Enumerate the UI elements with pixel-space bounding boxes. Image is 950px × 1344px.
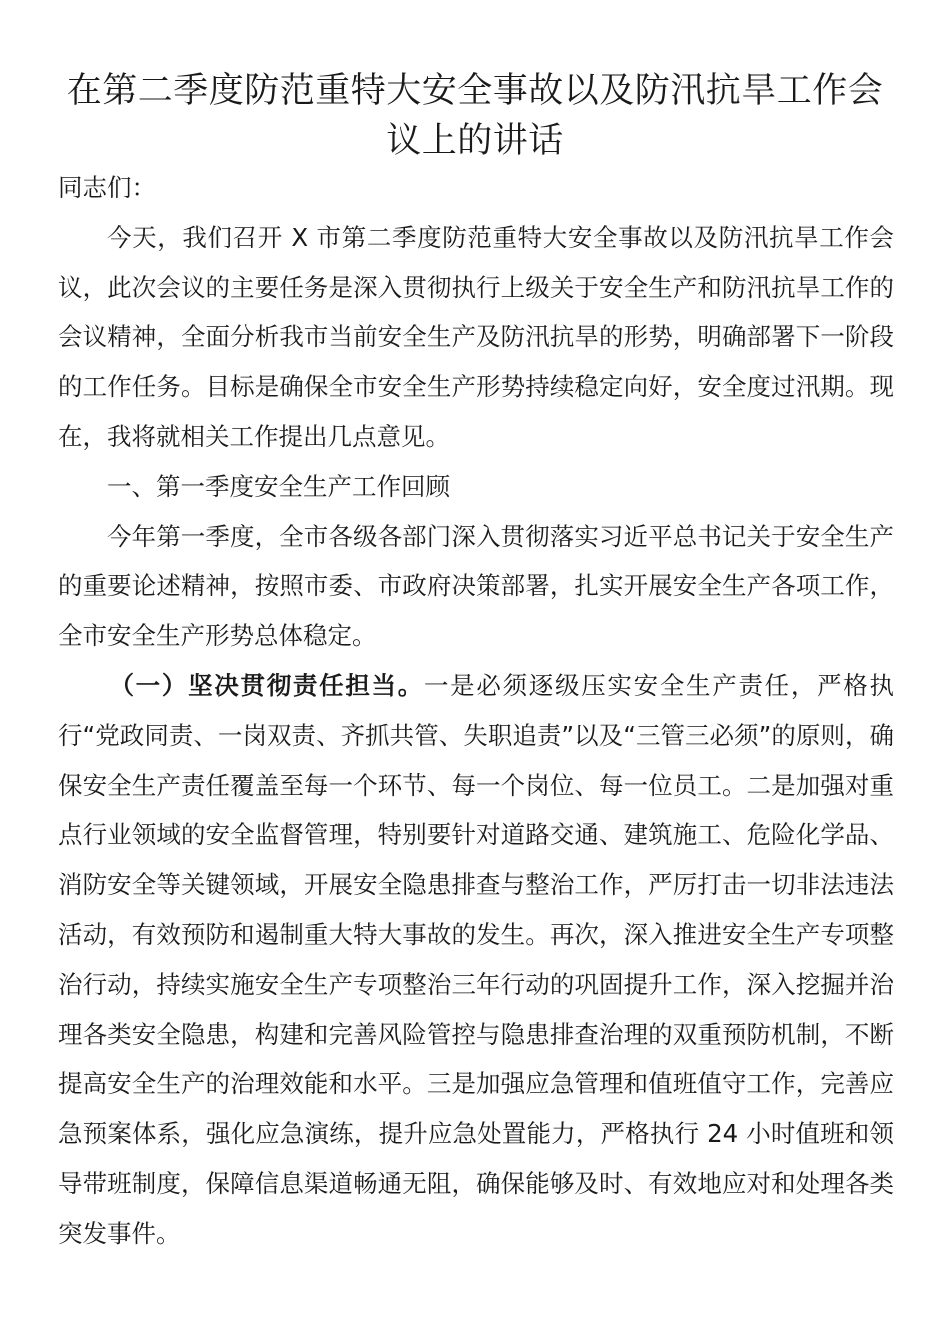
subsection-1-paragraph bbox=[58, 661, 894, 1259]
document-body bbox=[58, 163, 894, 1259]
subsection-1-heading: （一）坚决贯彻责任担当。 bbox=[109, 670, 424, 700]
document-title: 在第二季度防范重特大安全事故以及防汛抗旱工作会议上的讲话 bbox=[66, 71, 884, 161]
section-heading-1: 一、第一季度安全生产工作回顾 bbox=[107, 471, 450, 501]
subsection-1-body: 一是必须逐级压实安全生产责任，严格执行“党政同责、一岗双责、齐抓共管、失职追责”以及“三管三必须”的原则，确保安全生产责任覆盖至每一个环节、每一个岗位、每一位员工。二是加强对重点行业领域的安全监督管理，特别要针对道路交通、建筑施工、危险化学品、消防安全等关键领域，开展安全隐患排查与整治工作，严厉打击一切非法违法活动，有效预防和遏制重大特大事故的发生。再次，深入推进安全生产专项整治行动，持续实施安全生产专项整治三年行动的巩固提升工作，深入挖掘并治理各类安全隐患，构建和完善风险管控与隐患排查治理的双重预防机制，不断提高安全生产的治理效能和水平。三是加强应急管理和值班值守工作，完善应急预案体系，强化应急演练，提升应急处置能力，严格执行 24 小时值班和领导带班制度，保障信息渠道畅通无阻，确保能够及时、有效地应对和处理各类突发事件。 bbox=[58, 670, 895, 1248]
intro-paragraph: 今天，我们召开 X 市第二季度防范重特大安全事故以及防汛抗旱工作会议，此次会议的主要任务是深入贯彻执行上级关于安全生产和防汛抗旱工作的会议精神，全面分析我市当前安全生产及防汛抗旱的形势，明确部署下一阶段的工作任务。目标是确保全市安全生产形势持续稳定向好，安全度过汛期。现在，我将就相关工作提出几点意见。 bbox=[58, 222, 894, 451]
salutation: 同志们： bbox=[58, 173, 156, 202]
section-1-paragraph: 今年第一季度，全市各级各部门深入贯彻落实习近平总书记关于安全生产的重要论述精神，按照市委、市政府决策部署，扎实开展安全生产各项工作，全市安全生产形势总体稳定。 bbox=[58, 521, 894, 651]
